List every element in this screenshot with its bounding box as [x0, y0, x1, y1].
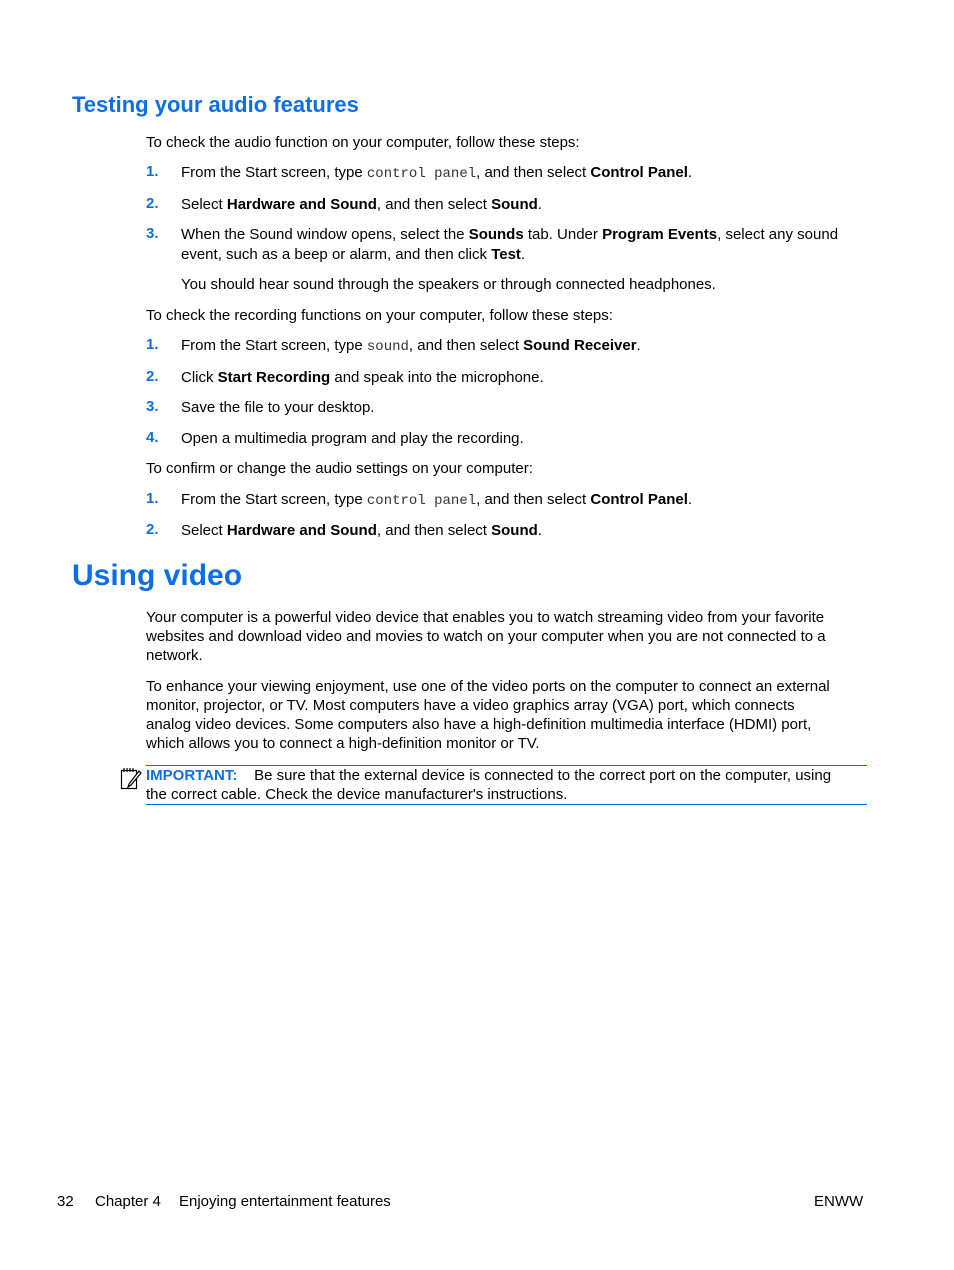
- section-heading: Testing your audio features: [72, 92, 359, 117]
- important-note: [146, 766, 846, 804]
- note-bottom-rule: [146, 804, 867, 805]
- region-code: ENWW: [814, 1193, 864, 1210]
- step-number: 2.: [146, 195, 159, 212]
- step-text: Click Start Recording and speak into the microphone.: [181, 369, 544, 386]
- paragraph: To check the recording functions on your computer, follow these steps:: [146, 307, 613, 324]
- step-text: From the Start screen, type control panel, and then select Control Panel.: [181, 491, 693, 509]
- step-text: Save the file to your desktop.: [181, 399, 375, 416]
- step-number: 2.: [146, 521, 159, 538]
- step-number: 4.: [146, 429, 159, 446]
- important-label: IMPORTANT:: [146, 767, 238, 784]
- step-number: 3.: [146, 398, 159, 415]
- step-number: 1.: [146, 163, 159, 180]
- step-text: Select Hardware and Sound, and then select Sound.: [181, 196, 542, 213]
- paragraph: To confirm or change the audio settings on your computer:: [146, 460, 533, 477]
- chapter-label: Chapter 4: [95, 1193, 161, 1210]
- step-text: When the Sound window opens, select the Sounds tab. Under Program Events, select any sound event, such as a beep or alarm, and then click Test.: [181, 226, 839, 263]
- chapter-heading: Using video: [72, 559, 243, 592]
- step-note: You should hear sound through the speakers or through connected headphones.: [181, 276, 716, 293]
- chapter-title: Enjoying entertainment features: [179, 1193, 391, 1210]
- step-number: 1.: [146, 490, 159, 507]
- step-number: 3.: [146, 225, 159, 242]
- step-text: From the Start screen, type sound, and then select Sound Receiver.: [181, 337, 641, 355]
- paragraph: Your computer is a powerful video device that enables you to watch streaming video from your favorite websites and download video and movies to watch on your computer when you are not connected to a network.: [146, 609, 826, 664]
- hand-writing-icon: [120, 767, 142, 791]
- step-number: 2.: [146, 368, 159, 385]
- step-text: Open a multimedia program and play the recording.: [181, 430, 524, 447]
- step-text: From the Start screen, type control panel, and then select Control Panel.: [181, 164, 693, 182]
- important-text: Be sure that the external device is connected to the correct port on the computer, using the correct cable. Check the device manufacturer's instructions.: [146, 767, 832, 803]
- paragraph: To enhance your viewing enjoyment, use one of the video ports on the computer to connect an external monitor, projector, or TV. Most computers have a video graphics array (VGA) port, which connects analog video devices. Some computers also have a high-definition multimedia interface (HDMI) port, which allows you to connect a high-definition monitor or TV.: [146, 678, 830, 752]
- step-text: Select Hardware and Sound, and then select Sound.: [181, 522, 542, 539]
- page-number: 32: [57, 1193, 74, 1210]
- paragraph: To check the audio function on your computer, follow these steps:: [146, 134, 580, 151]
- step-number: 1.: [146, 336, 159, 353]
